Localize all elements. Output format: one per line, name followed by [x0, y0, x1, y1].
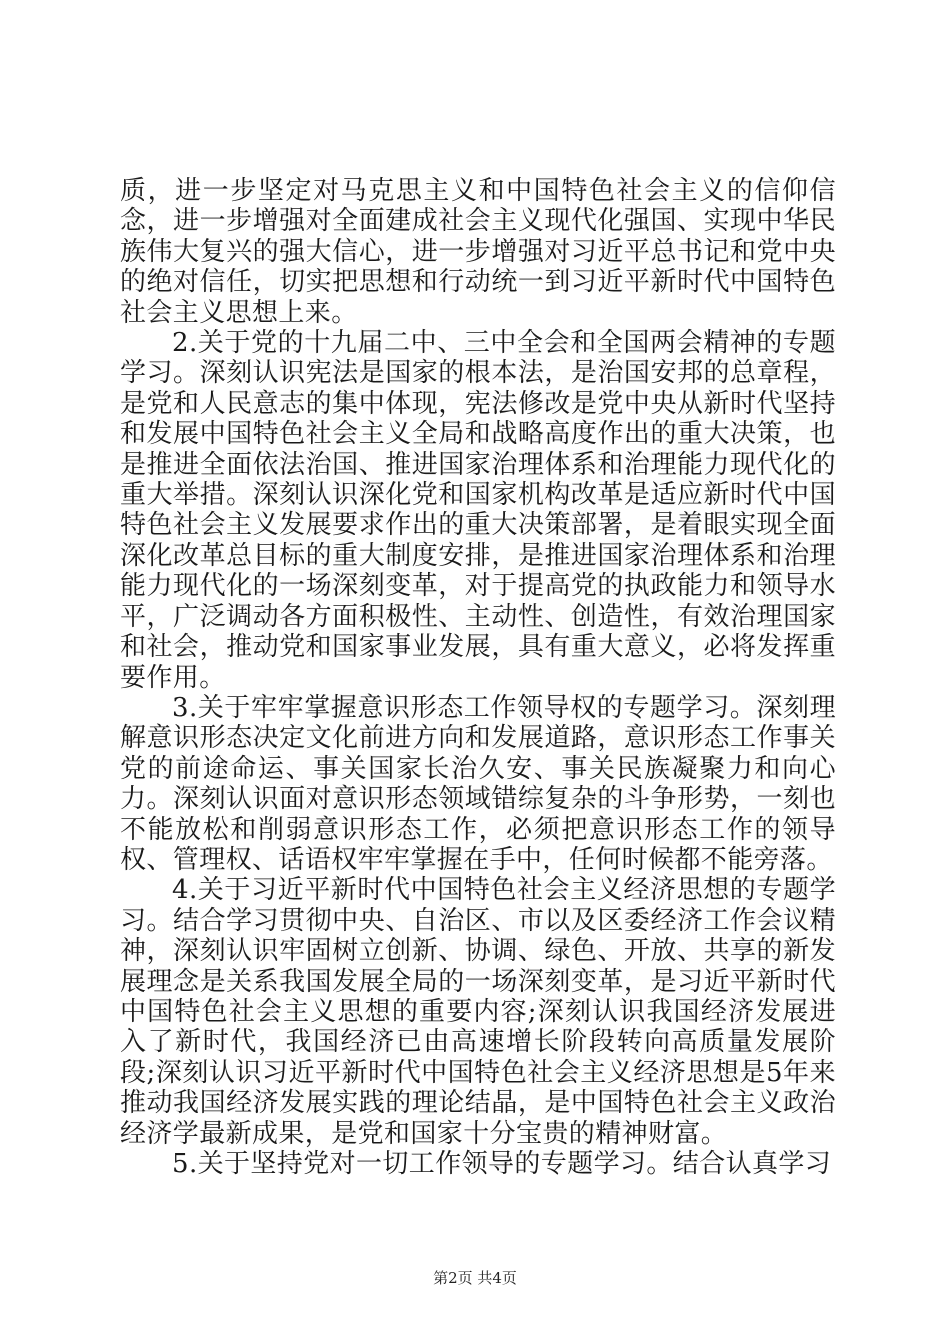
paragraph-5: 5.关于坚持党对一切工作领导的专题学习。结合认真学习	[172, 1149, 832, 1179]
paragraph-3: 3.关于牢牢掌握意识形态工作领导权的专题学习。深刻理解意识形态决定文化前进方向和发展道路，意识形态工作事关党的前途命运、事关国家长治久安、事关民族凝聚力和向心力。深刻认识面对意识形态领域错综复杂的斗争形势，一刻也不能放松和削弱意识形态工作，必须把意识形态工作的领导权、管理权、话语权牢牢掌握在手中，任何时候都不能旁落。	[120, 692, 836, 875]
paragraph-4: 4.关于习近平新时代中国特色社会主义经济思想的专题学习。结合学习贯彻中央、自治区、市以及区委经济工作会议精神，深刻认识牢固树立创新、协调、绿色、开放、共享的新发展理念是关系我国发展全局的一场深刻变革，是习近平新时代中国特色社会主义思想的重要内容;深刻认识我国经济发展进入了新时代，我国经济已由高速增长阶段转向高质量发展阶段;深刻认识习近平新时代中国特色社会主义经济思想是5年来推动我国经济发展实践的理论结晶，是中国特色社会主义政治经济学最新成果，是党和国家十分宝贵的精神财富。	[120, 875, 836, 1149]
document-body	[120, 176, 836, 1179]
paragraph-1: 质，进一步坚定对马克思主义和中国特色社会主义的信仰信念，进一步增强对全面建成社会主义现代化强国、实现中华民族伟大复兴的强大信心，进一步增强对习近平总书记和党中央的绝对信任，切实把思想和行动统一到习近平新时代中国特色社会主义思想上来。	[120, 176, 836, 328]
paragraph-2: 2.关于党的十九届二中、三中全会和全国两会精神的专题学习。深刻认识宪法是国家的根本法，是治国安邦的总章程，是党和人民意志的集中体现，宪法修改是党中央从新时代坚持和发展中国特色社会主义全局和战略高度作出的重大决策，也是推进全面依法治国、推进国家治理体系和治理能力现代化的重大举措。深刻认识深化党和国家机构改革是适应新时代中国特色社会主义发展要求作出的重大决策部署，是着眼实现全面深化改革总目标的重大制度安排，是推进国家治理体系和治理能力现代化的一场深刻变革，对于提高党的执政能力和领导水平，广泛调动各方面积极性、主动性、创造性，有效治理国家和社会，推动党和国家事业发展，具有重大意义，必将发挥重要作用。	[120, 328, 836, 693]
page-number-footer: 第2页 共4页	[433, 1269, 517, 1287]
